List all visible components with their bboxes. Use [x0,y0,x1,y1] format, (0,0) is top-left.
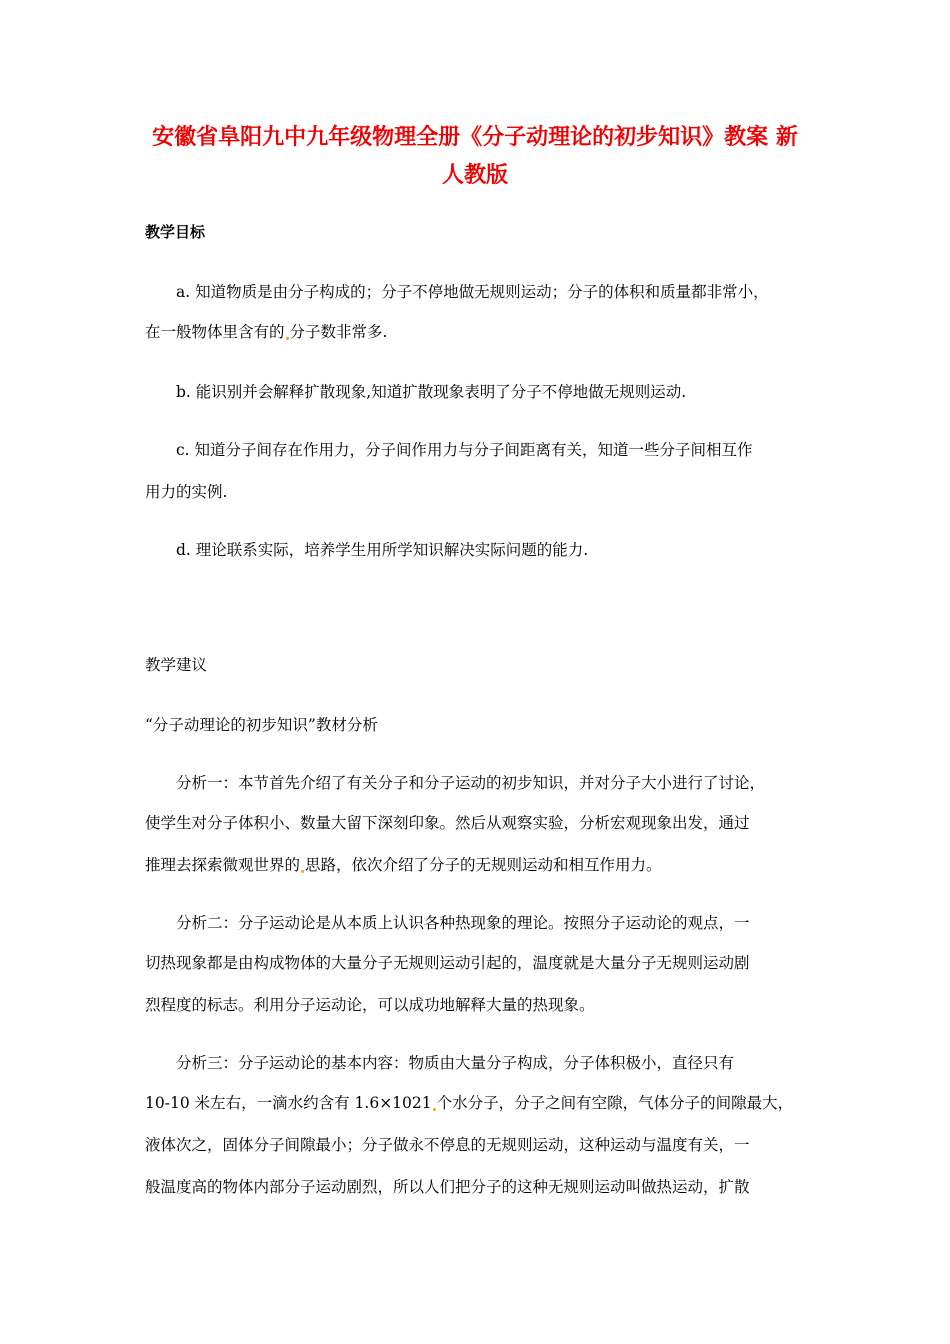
objective-c-line-2: 用力的实例. [145,483,228,501]
analysis-1-line-1: 分析一：本节首先介绍了有关分子和分子运动的初步知识，并对分子大小进行了讨论， [176,774,766,792]
analysis-3-line-3: 液体次之，固体分子间隙最小；分子做永不停息的无规则运动，这种运动与温度有关，一 [145,1136,750,1154]
section-heading-suggestions: 教学建议 [145,656,208,674]
annotation-dot [301,870,304,873]
analysis-2-line-3: 烈程度的标志。利用分子运动论，可以成功地解释大量的热现象。 [145,996,595,1014]
objective-d: d. 理论联系实际，培养学生用所学知识解决实际问题的能力. [176,541,589,559]
title-line-2: 人教版 [441,163,508,188]
analysis-3-line-1: 分析三：分子运动论的基本内容：物质由大量分子构成，分子体积极小，直径只有 [176,1054,735,1072]
title-line-1: 安徽省阜阳九中九年级物理全册《分子动理论的初步知识》教案 新 [152,125,798,150]
objective-c-line-1: c. 知道分子间存在作用力，分子间作用力与分子间距离有关，知道一些分子间相互作 [176,441,753,459]
objective-b: b. 能识别并会解释扩散现象,知道扩散现象表明了分子不停地做无规则运动. [176,383,687,401]
subsection-heading: “分子动理论的初步知识”教材分析 [145,716,378,734]
analysis-3-line-4: 般温度高的物体内部分子运动剧烈，所以人们把分子的这种无规则运动叫做热运动，扩散 [145,1178,750,1196]
objective-a-line-1: a. 知道物质是由分子构成的；分子不停地做无规则运动；分子的体积和质量都非常小， [176,283,769,301]
analysis-3-line-2 [145,1093,793,1113]
analysis-1-line-2: 使学生对分子体积小、数量大留下深刻印象。然后从观察实验，分析宏观现象出发，通过 [145,814,750,832]
analysis-1-line-3 [145,855,662,875]
analysis-1-text-1: 推理去探索微观世界的 [145,856,301,874]
objective-a-line-2 [145,322,387,342]
objective-a-text-2: 分子数非常多. [289,323,388,341]
annotation-dot [286,337,289,340]
analysis-2-line-1: 分析二：分子运动论是从本质上认识各种热现象的理论。按照分子运动论的观点，一 [176,914,750,932]
objective-a-text-1: 在一般物体里含有的 [145,323,285,341]
section-heading-objectives: 教学目标 [145,223,206,241]
annotation-dot [433,1108,436,1111]
analysis-3-text-2: 个水分子，分子之间有空隙，气体分子的间隙最大， [436,1094,794,1112]
analysis-3-text-1: 10-10 米左右，一滴水约含有 1.6×1021 [145,1094,432,1112]
document-title [140,119,810,195]
analysis-2-line-2: 切热现象都是由构成物体的大量分子无规则运动引起的，温度就是大量分子无规则运动剧 [145,954,750,972]
analysis-1-text-2: 思路，依次介绍了分子的无规则运动和相互作用力。 [305,856,662,874]
